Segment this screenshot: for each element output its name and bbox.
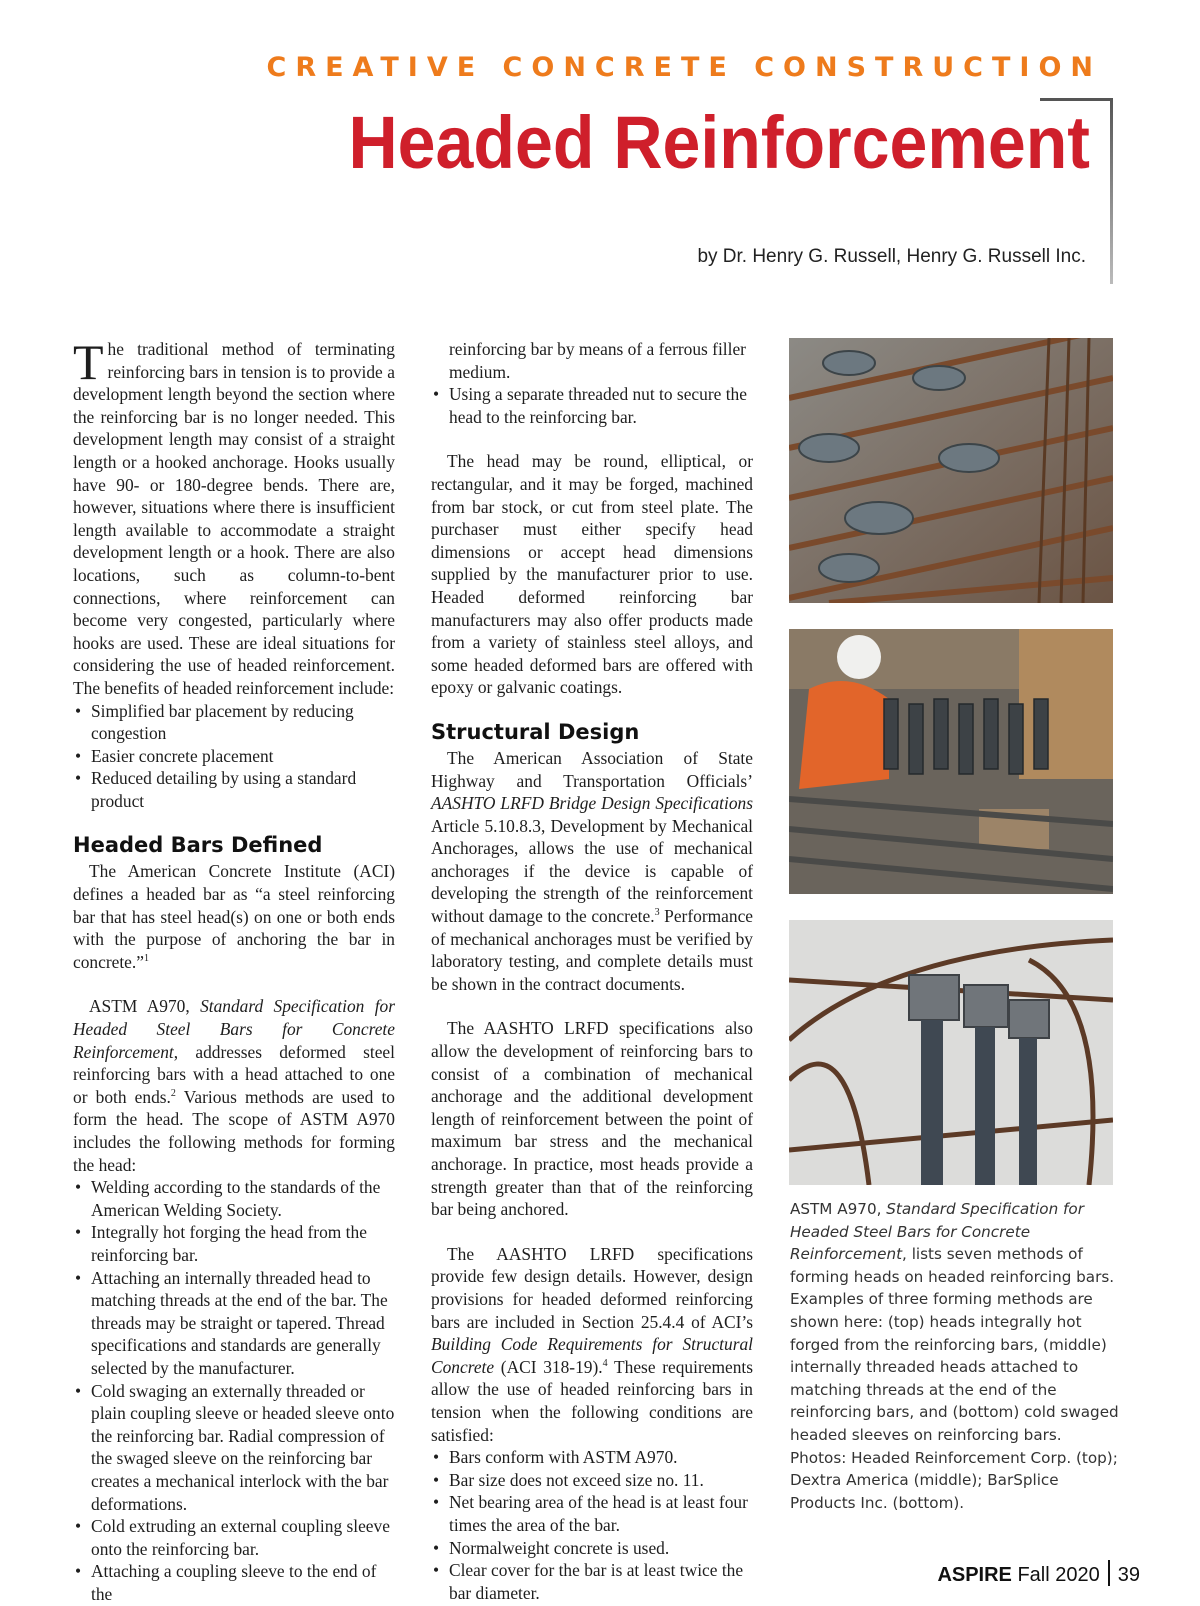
- list-item: • Integrally hot forging the head from the reinforcing bar.: [73, 1221, 395, 1266]
- list-item: • Normalweight concrete is used.: [431, 1537, 753, 1560]
- methods-list-continued: [431, 338, 753, 428]
- methods-list: [73, 1176, 395, 1605]
- list-item: • Attaching an internally threaded head to matching threads at the end of the bar. The threads may be straight or tapered. Thread specifications and standards are generally selected by the manufacturer.: [73, 1267, 395, 1380]
- list-item: • Bars conform with ASTM A970.: [431, 1446, 753, 1469]
- section-heading-structural-design: Structural Design: [431, 719, 640, 744]
- list-item: • Easier concrete placement: [73, 745, 395, 768]
- intro-paragraph: The traditional method of terminating reinforcing bars in tension is to provide a development length beyond the section where the reinforcing bar is no longer needed. This development length may consist of a straight length or a hooked anchorage. Hooks usually have 90- or 180-degree bends. There are, however, situations where there is insufficient length available to accommodate a straight development length or a hook. There are also locations, such as column-to-bent connections, where reinforcement can become very congested, particularly where hooks are used. These are ideal situations for considering the use of headed reinforcement. The benefits of headed reinforcement include:: [73, 334, 395, 698]
- article-title: Headed Reinforcement: [348, 101, 1090, 184]
- footer-divider: [1108, 1560, 1110, 1586]
- drop-cap: T: [73, 334, 104, 390]
- title-rule-vertical: [1110, 98, 1113, 284]
- list-item: • Cold extruding an external coupling sleeve onto the reinforcing bar.: [73, 1515, 395, 1560]
- list-item-continued: reinforcing bar by means of a ferrous filler medium.: [449, 339, 746, 382]
- column-1: [73, 334, 396, 1605]
- magazine-brand: ASPIRE: [937, 1564, 1012, 1586]
- photo-caption: ASTM A970, Standard Specification for Headed Steel Bars for Concrete Reinforcement, lists seven methods of forming heads on headed reinforcing bars. Examples of three forming methods are shown here: (top) heads integrally hot forged from the reinforcing bars, (middle) internally threaded heads attached to matching threads at the end of the reinforcing bars, and (bottom) cold swaged headed sleeves on reinforcing bars. Photos: Headed Reinforcement Corp. (top); Dextra America (middle); BarSplice Products Inc. (bottom).: [790, 1200, 1119, 1512]
- list-item: • Clear cover for the bar is at least twice the bar diameter.: [431, 1559, 753, 1604]
- list-item: • Attaching a coupling sleeve to the end of the: [73, 1560, 395, 1605]
- aci-definition-paragraph: The American Concrete Institute (ACI) defines a headed bar as “a steel reinforcing bar that has steel head(s) on one or both ends with the purpose of anchoring the bar in concrete.”$^1$: [73, 861, 395, 972]
- page-footer: [937, 1560, 1140, 1587]
- column-2: [431, 338, 753, 1604]
- conditions-list: [431, 1446, 753, 1604]
- byline: by Dr. Henry G. Russell, Henry G. Russell Inc.: [697, 246, 1086, 267]
- list-item: • Welding according to the standards of the American Welding Society.: [73, 1176, 395, 1221]
- astm-paragraph: ASTM A970, Standard Specification for Headed Steel Bars for Concrete Reinforcement, addresses deformed steel reinforcing bars with a head attached to one or both ends.$^2$ Various methods are used to form the head. The scope of ASTM A970 includes the following methods for forming the head:: [73, 996, 396, 1175]
- page-number: 39: [1117, 1564, 1140, 1586]
- list-item: • Cold swaging an externally threaded or plain coupling sleeve or headed sleeve onto the reinforcing bar. Radial compression of the swaged sleeve on the reinforcing bar creates a mechanical interlock with the bar deformations.: [73, 1380, 395, 1516]
- head-shape-paragraph: The head may be round, elliptical, or rectangular, and it may be forged, machined from bar stock, or cut from steel plate. The purchaser must either specify head dimensions or accept head dimensions supplied by the manufacturer prior to use. Headed deformed reinforcing bar manufacturers may also offer products made from a variety of stainless steel alloys, and some headed deformed bars are offered with epoxy or galvanic coatings.: [431, 451, 753, 698]
- list-item: • Bar size does not exceed size no. 11.: [431, 1469, 753, 1492]
- photo-threaded-heads: [789, 629, 1113, 894]
- photo-hot-forged-heads: [789, 338, 1113, 603]
- list-item: • Net bearing area of the head is at least four times the area of the bar.: [431, 1491, 753, 1536]
- structural-design-paragraph: The American Association of State Highway and Transportation Officials’ AASHTO LRFD Bridge Design Specifications Article 5.10.8.3, Development by Mechanical Anchorages, allows the use of mechanical anchorages if the device is capable of developing the strength of the reinforcement without damage to the concrete.$^3$ Performance of mechanical anchorages must be verified by laboratory testing, and complete details must be shown in the contract documents.: [431, 747, 754, 994]
- photo-swaged-sleeves: [789, 920, 1113, 1185]
- section-kicker: CREATIVE CONCRETE CONSTRUCTION: [266, 52, 1102, 83]
- list-item: • Simplified bar placement by reducing congestion: [73, 700, 395, 745]
- benefits-list: [73, 700, 395, 813]
- list-item: • Using a separate threaded nut to secure the head to the reinforcing bar.: [431, 383, 753, 428]
- issue-label: Fall 2020: [1017, 1564, 1100, 1586]
- provisions-paragraph: The AASHTO LRFD specifications provide few design details. However, design provisions for headed deformed reinforcing bars are included in Section 25.4.4 of ACI’s Building Code Requirements for Structural Concrete (ACI 318-19).$^4$ These requirements allow the use of headed reinforcing bars in tension when the following conditions are satisfied:: [431, 1243, 754, 1445]
- section-heading-headed-bars: Headed Bars Defined: [73, 833, 323, 858]
- list-item: • Reduced detailing by using a standard product: [73, 767, 395, 812]
- combination-paragraph: The AASHTO LRFD specifications also allow the development of reinforcing bars to consist of a combination of mechanical anchorage and the additional development length of reinforcement between the point of maximum bar stress and the mechanical anchorage. In practice, most heads provide a strength greater than that of the reinforcing bar being anchored.: [431, 1018, 753, 1220]
